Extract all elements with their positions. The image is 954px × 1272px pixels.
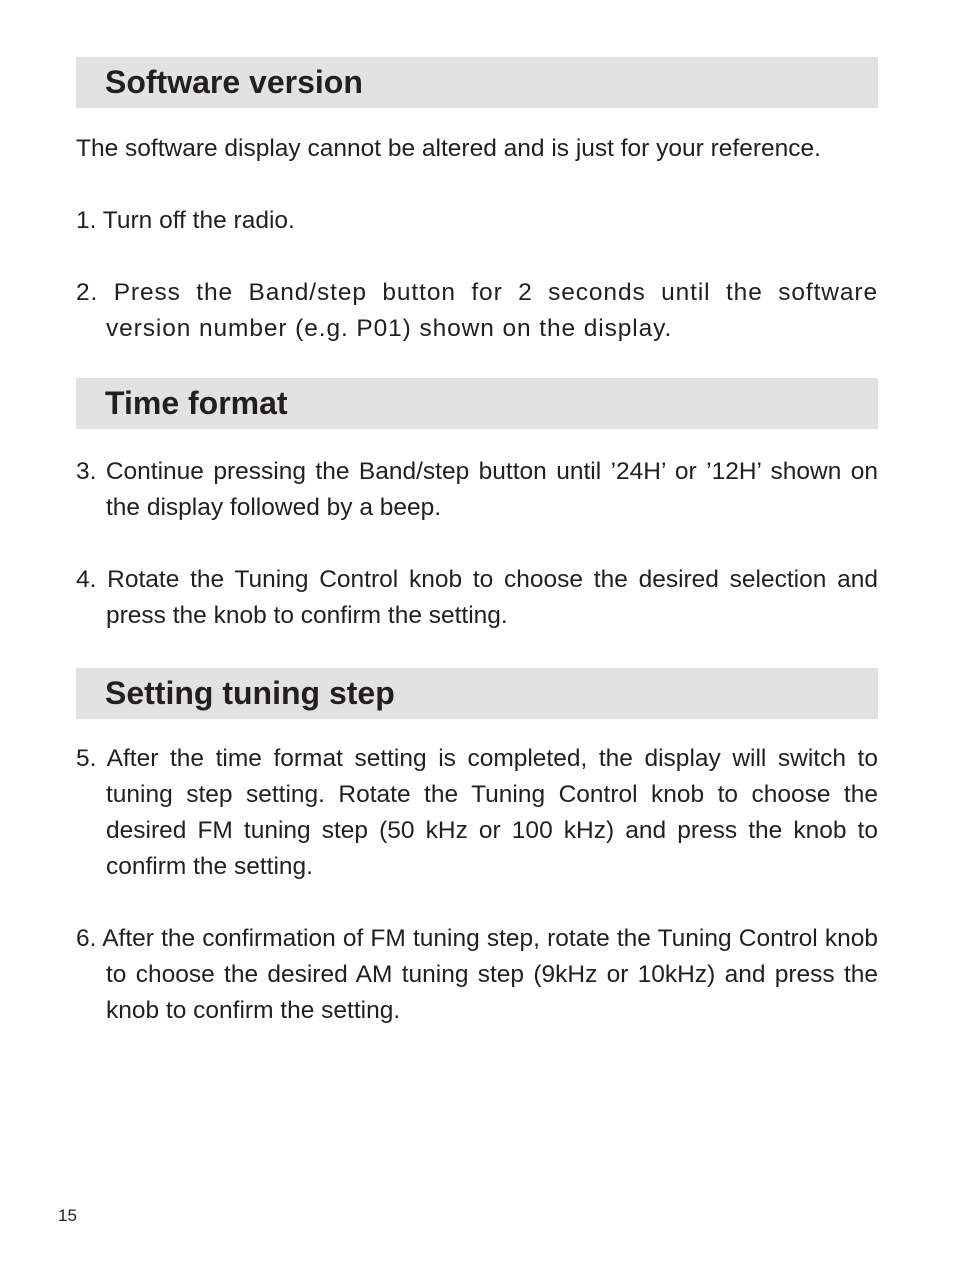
section-header-tuning-step: Setting tuning step xyxy=(76,668,878,719)
step-2: 2. Press the Band/step button for 2 seconds until the software version number (e.g. P01) shown on the display. xyxy=(76,279,878,342)
software-version-intro: The software display cannot be altered and is just for your reference. xyxy=(76,135,821,162)
section-header-time-format: Time format xyxy=(76,378,878,429)
section-header-software-version: Software version xyxy=(76,57,878,108)
page-number: 15 xyxy=(58,1206,77,1225)
step-3: 3. Continue pressing the Band/step button until ’24H’ or ’12H’ shown on the display followed by a beep. xyxy=(76,458,878,521)
step-5: 5. After the time format setting is completed, the display will switch to tuning step setting. Rotate the Tuning Control knob to choose the desired FM tuning step (50 kHz or 100 kHz) and press the knob to confirm the setting. xyxy=(76,745,878,880)
step-6: 6. After the confirmation of FM tuning step, rotate the Tuning Control knob to choose the desired AM tuning step (9kHz or 10kHz) and press the knob to confirm the setting. xyxy=(76,925,878,1024)
step-4: 4. Rotate the Tuning Control knob to choose the desired selection and press the knob to confirm the setting. xyxy=(76,566,878,629)
step-1: 1. Turn off the radio. xyxy=(76,207,295,234)
